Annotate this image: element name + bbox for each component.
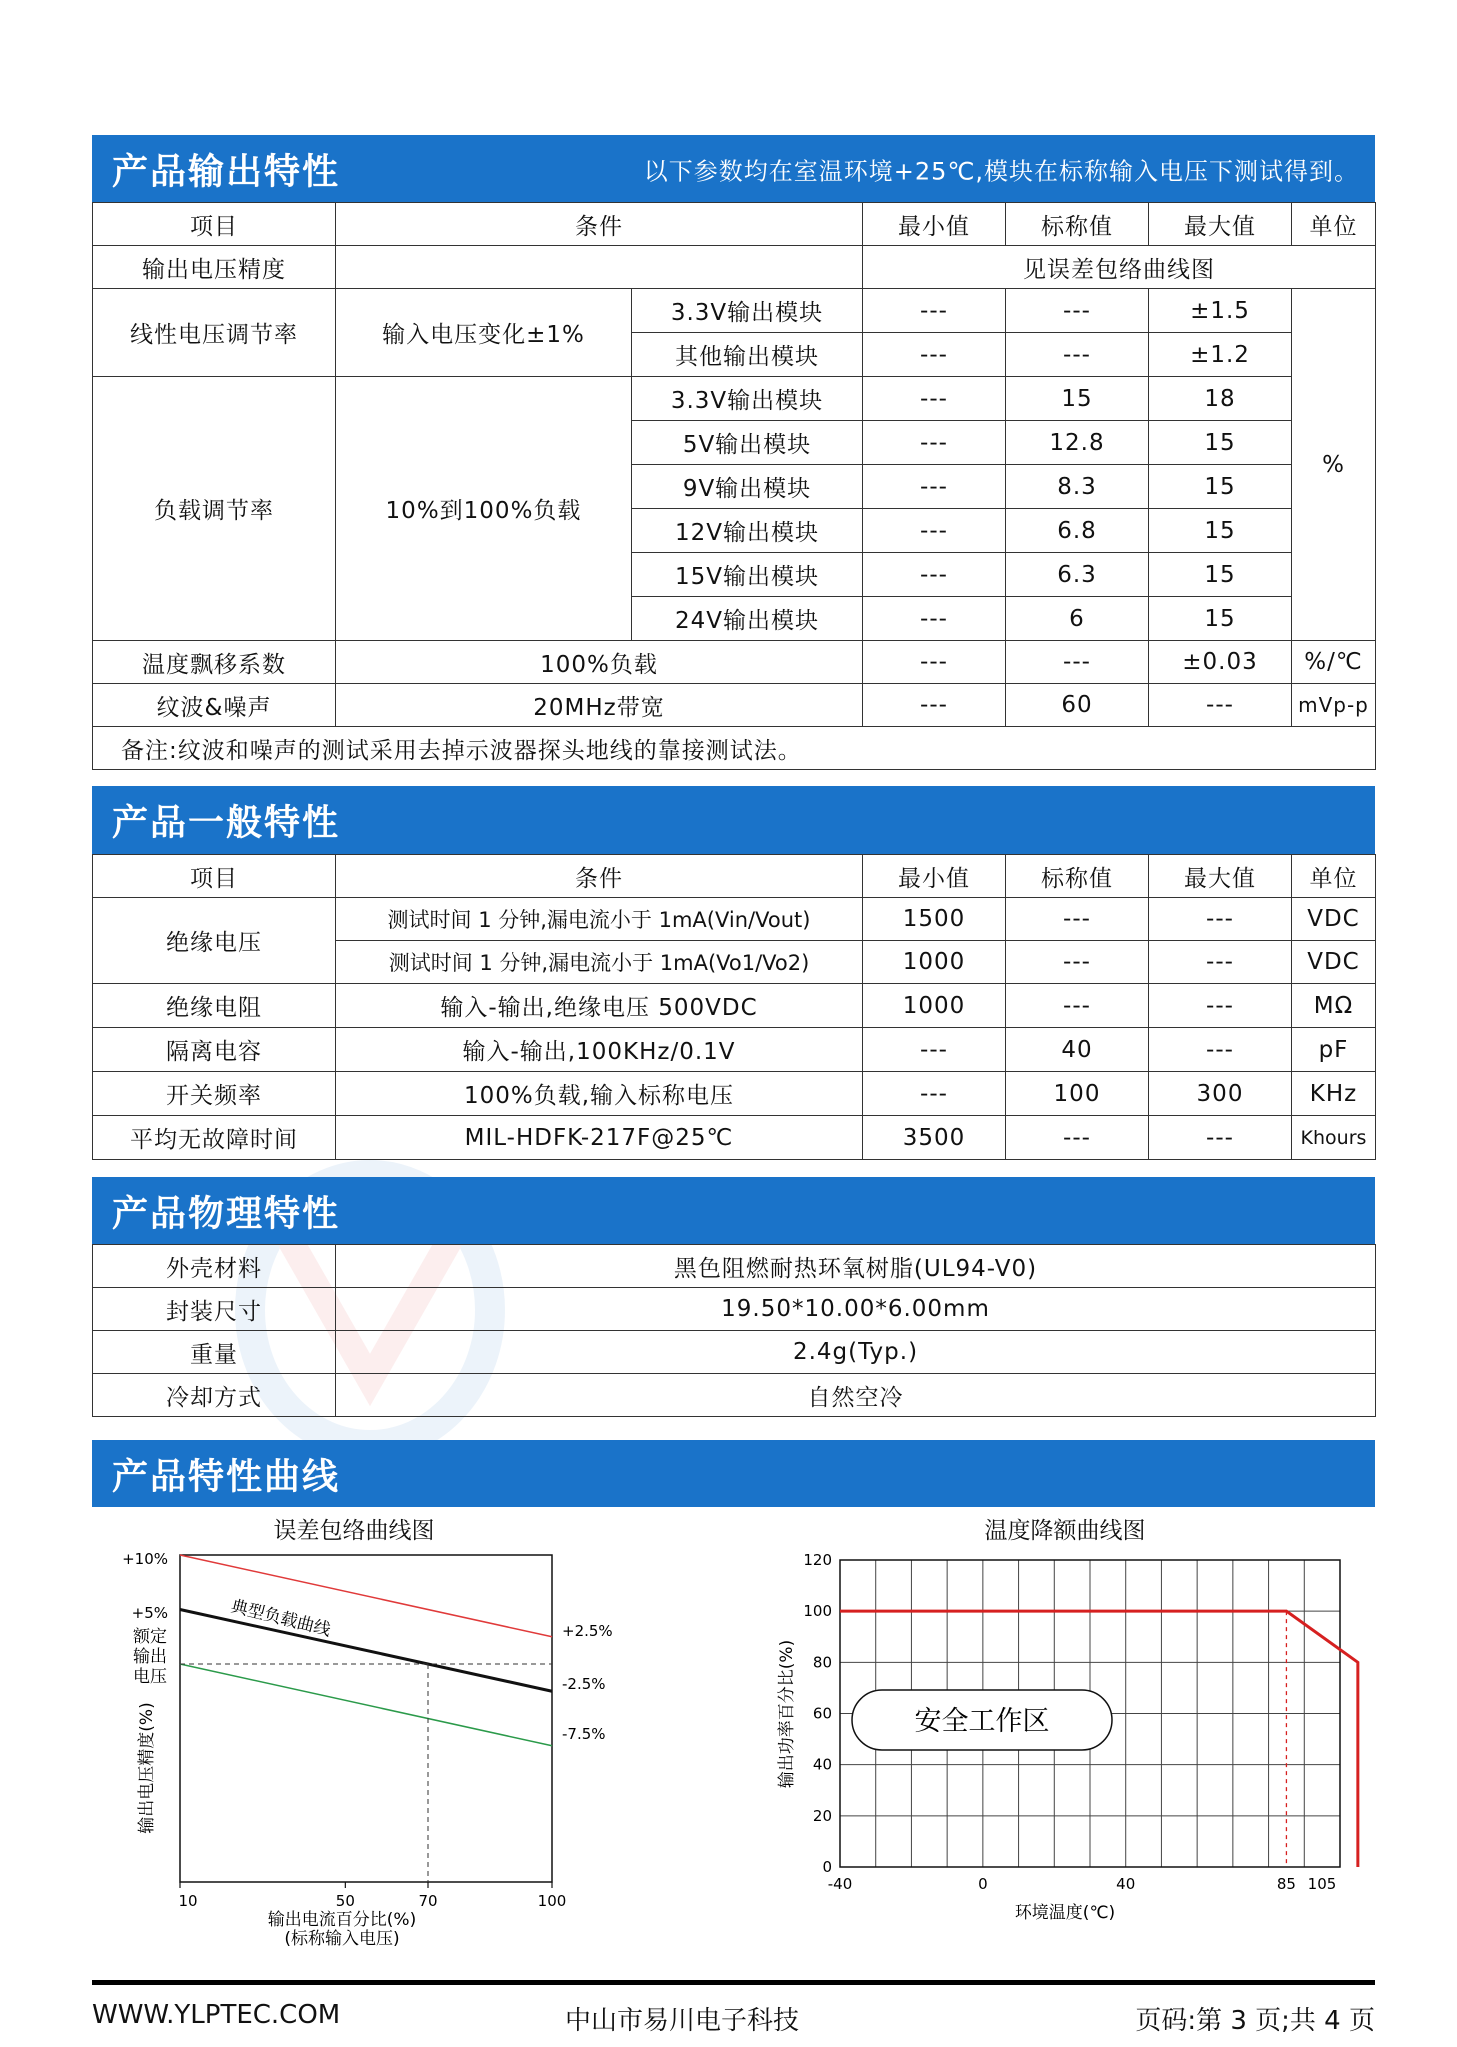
ytick-label: 60 xyxy=(812,1704,832,1723)
rated-voltage-text: 输出 xyxy=(133,1647,167,1667)
row-item: 隔离电容 xyxy=(93,1028,336,1072)
cell-nom: --- xyxy=(1006,641,1149,684)
cell-max: ±1.2 xyxy=(1149,333,1292,377)
output-section-header xyxy=(92,135,1375,202)
cell-min: --- xyxy=(863,377,1006,421)
cell-nom: 40 xyxy=(1006,1028,1149,1072)
header-item: 项目 xyxy=(93,855,336,898)
ytick-label: 40 xyxy=(812,1755,832,1774)
row-condition: 输入-输出,绝缘电压 500VDC xyxy=(336,984,863,1028)
curves-section-header xyxy=(92,1440,1375,1507)
cell-nom: --- xyxy=(1006,898,1149,941)
cell-nom: 8.3 xyxy=(1006,465,1149,509)
table-row xyxy=(93,1331,1376,1374)
ytick-label: +10% xyxy=(122,1550,168,1568)
ytick-label: 80 xyxy=(812,1653,832,1672)
cell-min: 1000 xyxy=(863,984,1006,1028)
series-line-0 xyxy=(180,1555,552,1637)
x-axis-label: 输出电流百分比(%) xyxy=(267,1910,417,1930)
header-min: 最小值 xyxy=(863,855,1006,898)
cell-min: --- xyxy=(863,289,1006,333)
table-row xyxy=(93,898,1376,941)
footer-website[interactable]: WWW.YLPTEC.COM xyxy=(92,2000,341,2030)
cell-unit: mVp-p xyxy=(1292,684,1376,727)
header-min: 最小值 xyxy=(863,203,1006,246)
general-section-title: 产品一般特性 xyxy=(112,802,341,844)
rated-voltage-text: 额定 xyxy=(133,1627,167,1647)
table-row xyxy=(93,1028,1376,1072)
row-item: 外壳材料 xyxy=(93,1245,336,1288)
row-item: 温度飘移系数 xyxy=(93,641,336,684)
header-max: 最大值 xyxy=(1149,203,1292,246)
header-condition: 条件 xyxy=(336,203,863,246)
typical-load-annotation: 典型负载曲线 xyxy=(228,1596,333,1641)
header-unit: 单位 xyxy=(1292,855,1376,898)
cell-max: ±0.03 xyxy=(1149,641,1292,684)
general-spec-table xyxy=(92,854,1376,1160)
row-value: 黑色阻燃耐热环氧树脂(UL94-V0) xyxy=(336,1245,1376,1288)
cell-max: ±1.5 xyxy=(1149,289,1292,333)
row-sub: 9V输出模块 xyxy=(632,465,863,509)
ytick-label: 20 xyxy=(812,1806,832,1825)
cell-max: --- xyxy=(1149,898,1292,941)
output-section-note: 以下参数均在室温环境+25℃,模块在标称输入电压下测试得到。 xyxy=(643,157,1359,185)
row-condition: MIL-HDFK-217F@25℃ xyxy=(336,1116,863,1160)
xtick-label: 85 xyxy=(1276,1875,1296,1893)
cell-unit: VDC xyxy=(1292,898,1376,941)
right-label: -7.5% xyxy=(562,1725,606,1743)
cell-nom: 15 xyxy=(1006,377,1149,421)
cell-unit: Khours xyxy=(1292,1116,1376,1160)
cell-nom: --- xyxy=(1006,941,1149,984)
header-unit: 单位 xyxy=(1292,203,1376,246)
output-spec-table xyxy=(92,202,1376,770)
cell-max: 15 xyxy=(1149,509,1292,553)
row-condition: 测试时间 1 分钟,漏电流小于 1mA(Vo1/Vo2) xyxy=(336,941,863,984)
general-section-header xyxy=(92,786,1375,854)
cell-nom: --- xyxy=(1006,333,1149,377)
cell-max: --- xyxy=(1149,984,1292,1028)
row-item: 绝缘电压 xyxy=(93,898,336,984)
row-sub: 15V输出模块 xyxy=(632,553,863,597)
ytick-label: +5% xyxy=(131,1604,168,1622)
row-sub: 24V输出模块 xyxy=(632,597,863,641)
footer-divider xyxy=(92,1980,1375,1985)
row-condition: 100%负载,输入标称电压 xyxy=(336,1072,863,1116)
accuracy-axis-label: 输出电压精度(%) xyxy=(137,1702,157,1834)
xtick-label: 50 xyxy=(335,1892,355,1910)
cell-max: 15 xyxy=(1149,465,1292,509)
cell-nom: 6.8 xyxy=(1006,509,1149,553)
error-envelope-chart xyxy=(92,1510,712,1950)
cell-max: 18 xyxy=(1149,377,1292,421)
cell-unit: KHz xyxy=(1292,1072,1376,1116)
table-row xyxy=(93,1288,1376,1331)
cell-nom: 6.3 xyxy=(1006,553,1149,597)
temperature-derating-chart xyxy=(770,1510,1375,1950)
physical-section-title: 产品物理特性 xyxy=(112,1193,341,1234)
row-item: 冷却方式 xyxy=(93,1374,336,1417)
cell-nom: --- xyxy=(1006,289,1149,333)
cell-nom: --- xyxy=(1006,1116,1149,1160)
table-row xyxy=(93,684,1376,727)
row-item: 封装尺寸 xyxy=(93,1288,336,1331)
ytick-label: 0 xyxy=(822,1858,832,1876)
physical-spec-table xyxy=(92,1244,1376,1417)
cell-min: 3500 xyxy=(863,1116,1006,1160)
table-row xyxy=(93,1374,1376,1417)
row-value: 19.50*10.00*6.00mm xyxy=(336,1288,1376,1331)
cell-min: --- xyxy=(863,465,1006,509)
cell-max: --- xyxy=(1149,684,1292,727)
row-item: 开关频率 xyxy=(93,1072,336,1116)
series-line-1 xyxy=(180,1610,552,1692)
table-row xyxy=(93,984,1376,1028)
curves-section-title: 产品特性曲线 xyxy=(112,1456,341,1497)
table-row xyxy=(93,377,1376,421)
cell-unit: %/℃ xyxy=(1292,641,1376,684)
cell-nom: 6 xyxy=(1006,597,1149,641)
cell-min: --- xyxy=(863,553,1006,597)
row-sub: 3.3V输出模块 xyxy=(632,377,863,421)
xtick-label: 105 xyxy=(1307,1875,1337,1893)
cell-max: 15 xyxy=(1149,597,1292,641)
cell-min: 1000 xyxy=(863,941,1006,984)
row-condition: 10%到100%负载 xyxy=(336,377,632,641)
cell-max: 15 xyxy=(1149,421,1292,465)
cell-unit: VDC xyxy=(1292,941,1376,984)
chart-title: 温度降额曲线图 xyxy=(984,1518,1146,1544)
chart-title: 误差包络曲线图 xyxy=(273,1518,435,1544)
footer-company: 中山市易川电子科技 xyxy=(565,2006,800,2036)
cell-min: --- xyxy=(863,641,1006,684)
row-item: 负载调节率 xyxy=(93,377,336,641)
xtick-label: 10 xyxy=(178,1892,198,1910)
series-line-2 xyxy=(180,1664,552,1746)
row-condition: 输入电压变化±1% xyxy=(336,289,632,377)
row-condition: 100%负载 xyxy=(336,641,863,684)
header-condition: 条件 xyxy=(336,855,863,898)
table-row xyxy=(93,246,1376,289)
cell-min: 1500 xyxy=(863,898,1006,941)
x-axis-label: 环境温度(℃) xyxy=(1014,1903,1116,1923)
cell-min: --- xyxy=(863,333,1006,377)
physical-section-header xyxy=(92,1177,1375,1244)
cell-max: --- xyxy=(1149,1116,1292,1160)
x-axis-sublabel: (标称输入电压) xyxy=(284,1929,400,1949)
table-row xyxy=(93,1072,1376,1116)
cell-min: --- xyxy=(863,597,1006,641)
row-item: 线性电压调节率 xyxy=(93,289,336,377)
table-row xyxy=(93,1116,1376,1160)
header-nominal: 标称值 xyxy=(1006,203,1149,246)
rated-voltage-text: 电压 xyxy=(133,1667,167,1687)
xtick-label: 70 xyxy=(418,1892,438,1910)
cell-max: 15 xyxy=(1149,553,1292,597)
row-condition: 20MHz带宽 xyxy=(336,684,863,727)
cell-min: --- xyxy=(863,421,1006,465)
row-condition: 测试时间 1 分钟,漏电流小于 1mA(Vin/Vout) xyxy=(336,898,863,941)
table-row xyxy=(93,727,1376,770)
cell-min: --- xyxy=(863,1028,1006,1072)
table-header-row xyxy=(93,203,1376,246)
row-item: 纹波&噪声 xyxy=(93,684,336,727)
regulation-unit: % xyxy=(1292,289,1376,641)
header-nominal: 标称值 xyxy=(1006,855,1149,898)
row-item: 平均无故障时间 xyxy=(93,1116,336,1160)
row-item: 绝缘电阻 xyxy=(93,984,336,1028)
row-sub: 其他输出模块 xyxy=(632,333,863,377)
row-value: 2.4g(Typ.) xyxy=(336,1331,1376,1374)
output-section-title: 产品输出特性 xyxy=(112,151,341,192)
row-sub: 12V输出模块 xyxy=(632,509,863,553)
cell-max: --- xyxy=(1149,941,1292,984)
table-header-row xyxy=(93,855,1376,898)
right-label: -2.5% xyxy=(562,1675,606,1693)
cell-nom: --- xyxy=(1006,984,1149,1028)
xtick-label: -40 xyxy=(827,1875,853,1893)
cell-min: --- xyxy=(863,1072,1006,1116)
cell-unit: pF xyxy=(1292,1028,1376,1072)
accuracy-value: 见误差包络曲线图 xyxy=(863,246,1376,289)
table-row xyxy=(93,641,1376,684)
safe-region-label: 安全工作区 xyxy=(914,1706,1050,1737)
header-max: 最大值 xyxy=(1149,855,1292,898)
remark: 备注:纹波和噪声的测试采用去掉示波器探头地线的靠接测试法。 xyxy=(93,727,1376,770)
table-row xyxy=(93,1245,1376,1288)
cell-nom: 100 xyxy=(1006,1072,1149,1116)
xtick-label: 100 xyxy=(537,1892,567,1910)
cell-min: --- xyxy=(863,684,1006,727)
row-condition: 输入-输出,100KHz/0.1V xyxy=(336,1028,863,1072)
row-item: 输出电压精度 xyxy=(93,246,336,289)
ytick-label: 120 xyxy=(803,1551,832,1569)
row-item: 重量 xyxy=(93,1331,336,1374)
row-sub: 3.3V输出模块 xyxy=(632,289,863,333)
footer-page: 页码:第 3 页;共 4 页 xyxy=(1135,2006,1375,2036)
cell-min: --- xyxy=(863,509,1006,553)
rated-voltage-label xyxy=(133,1627,167,1687)
ytick-label: 100 xyxy=(803,1602,832,1621)
header-item: 项目 xyxy=(93,203,336,246)
xtick-label: 40 xyxy=(1116,1875,1136,1893)
cell-nom: 60 xyxy=(1006,684,1149,727)
cell-nom: 12.8 xyxy=(1006,421,1149,465)
cell-unit: MΩ xyxy=(1292,984,1376,1028)
xtick-label: 0 xyxy=(978,1875,988,1893)
table-row xyxy=(93,289,1376,333)
cell-max: 300 xyxy=(1149,1072,1292,1116)
right-label: +2.5% xyxy=(562,1622,613,1640)
row-value: 自然空冷 xyxy=(336,1374,1376,1417)
y-axis-label: 输出功率百分比(%) xyxy=(777,1639,797,1789)
cell-max: --- xyxy=(1149,1028,1292,1072)
row-sub: 5V输出模块 xyxy=(632,421,863,465)
